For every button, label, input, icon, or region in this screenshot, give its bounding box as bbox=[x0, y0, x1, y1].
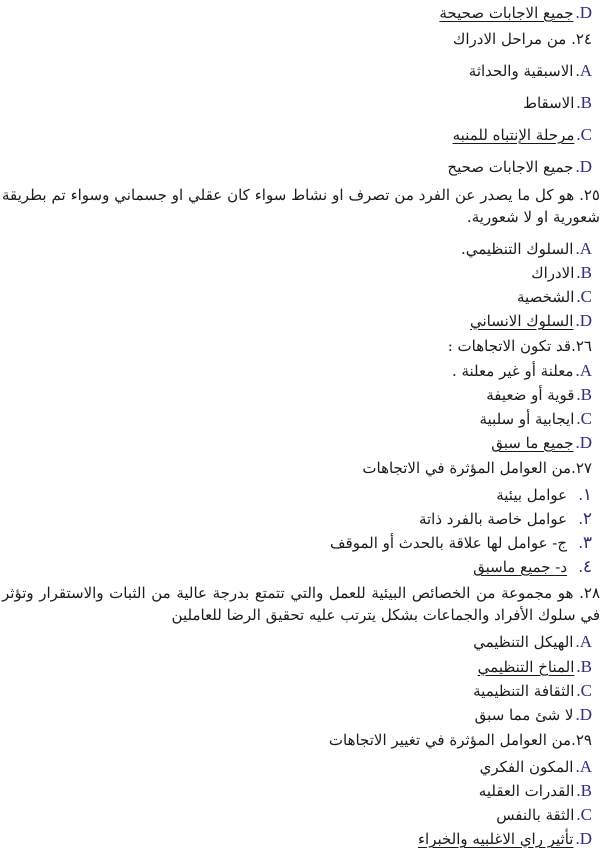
q24-option-b bbox=[523, 93, 592, 113]
q25-option-a bbox=[461, 239, 592, 259]
option-label: D. bbox=[575, 3, 592, 22]
option-text: الادراك bbox=[531, 264, 575, 282]
option-label: B. bbox=[576, 385, 592, 404]
q26-option-a bbox=[452, 361, 592, 381]
option-label: ١. bbox=[578, 485, 592, 504]
option-text: الهيكل التنظيمي bbox=[473, 633, 574, 651]
question-text: قد تكون الاتجاهات : bbox=[447, 337, 572, 355]
question-28 bbox=[2, 582, 600, 626]
question-24 bbox=[453, 29, 592, 49]
option-text: القدرات العقليه bbox=[478, 782, 575, 800]
option-text: جميع الاجابات صحيحة bbox=[439, 4, 574, 22]
question-text: هو كل ما يصدر عن الفرد من تصرف او نشاط سواء كان عقلي او جسماني وسواء تم بطريقة شعورية او لا شعورية. bbox=[2, 186, 600, 226]
option-label: B. bbox=[576, 781, 592, 800]
q24-option-d bbox=[447, 157, 592, 177]
q25-option-b bbox=[531, 263, 592, 283]
q26-option-b bbox=[486, 385, 592, 405]
question-text: من العوامل المؤثرة في الاتجاهات bbox=[362, 459, 572, 477]
option-label: A. bbox=[575, 239, 592, 258]
q24-option-a bbox=[469, 61, 592, 81]
question-number: ٢٤. bbox=[571, 30, 592, 48]
option-label: B. bbox=[576, 657, 592, 676]
option-label: C. bbox=[576, 409, 592, 428]
option-label: A. bbox=[575, 361, 592, 380]
q27-option-2 bbox=[419, 509, 592, 529]
option-label: B. bbox=[576, 93, 592, 112]
option-text: الاسبقية والحداثة bbox=[468, 62, 574, 80]
option-label: D. bbox=[575, 829, 592, 848]
question-text: من العوامل المؤثرة في تغيير الاتجاهات bbox=[328, 731, 572, 749]
q26-option-d bbox=[491, 433, 592, 453]
option-label: A. bbox=[575, 632, 592, 651]
option-text: الشخصية bbox=[517, 288, 575, 306]
question-29 bbox=[329, 730, 592, 750]
option-label: C. bbox=[576, 125, 592, 144]
option-label: D. bbox=[575, 433, 592, 452]
q27-option-1 bbox=[496, 485, 592, 505]
option-label: B. bbox=[576, 263, 592, 282]
option-text: ج- عوامل لها علاقة بالحدث أو الموقف bbox=[330, 534, 568, 552]
option-label: C. bbox=[576, 681, 592, 700]
q25-option-c bbox=[517, 287, 592, 307]
question-number: ٢٧. bbox=[571, 459, 592, 477]
q26-option-c bbox=[479, 409, 592, 429]
option-text: لا شئ مما سبق bbox=[474, 706, 574, 724]
q28-option-c bbox=[473, 681, 592, 701]
question-25 bbox=[2, 184, 600, 228]
q27-option-4 bbox=[473, 557, 592, 577]
option-text: السلوك الانساني bbox=[469, 312, 574, 330]
option-text: عوامل خاصة بالفرد ذاتة bbox=[418, 510, 568, 528]
question-number: ٢٩. bbox=[571, 731, 592, 749]
question-27 bbox=[362, 458, 592, 478]
option-text: الثقافة التنظيمية bbox=[473, 682, 575, 700]
option-text: ايجابية أو سلبية bbox=[479, 410, 575, 428]
q24-option-c bbox=[453, 125, 592, 145]
option-label: A. bbox=[575, 61, 592, 80]
question-text: من مراحل الادراك bbox=[453, 30, 567, 48]
option-label: D. bbox=[575, 157, 592, 176]
option-text: المكون الفكري bbox=[479, 758, 574, 776]
option-text: تأثير راي الاغلبيه والخبراء bbox=[417, 830, 574, 848]
option-text: مرحلة الإنتباه للمنبه bbox=[452, 126, 575, 144]
option-text: الاسقاط bbox=[523, 94, 575, 112]
option-text: معلنة أو غير معلنة . bbox=[451, 362, 574, 380]
option-text: جميع الاجابات صحيح bbox=[447, 158, 574, 176]
option-label: A. bbox=[575, 757, 592, 776]
question-number: ٢٨. bbox=[579, 584, 601, 602]
option-label: ٤. bbox=[578, 557, 592, 576]
q29-option-b bbox=[479, 781, 592, 801]
option-label: D. bbox=[575, 311, 592, 330]
q29-option-c bbox=[496, 805, 592, 825]
q25-option-d bbox=[470, 311, 592, 331]
option-text: الثقة بالنفس bbox=[496, 806, 575, 824]
option-label: C. bbox=[576, 805, 592, 824]
q29-option-d bbox=[418, 829, 592, 849]
question-text: هو مجموعة من الخصائص البيئية للعمل والتي تتمتع بدرجة عالية من الثبات والاستقرار وتؤثر في سلوك الأفراد والجماعات بشكل يترتب عليه تحقيق الرضا للعاملين bbox=[2, 584, 600, 624]
option-text: جميع ما سبق bbox=[491, 434, 574, 452]
option-label: ٢. bbox=[578, 509, 592, 528]
option-text: د- جميع ماسبق bbox=[473, 558, 568, 576]
q23-option-d bbox=[439, 3, 592, 23]
question-number: ٢٥. bbox=[579, 186, 600, 204]
q27-option-3 bbox=[330, 533, 592, 553]
option-text: السلوك التنظيمي. bbox=[460, 240, 574, 258]
option-label: ٣. bbox=[578, 533, 592, 552]
option-label: D. bbox=[575, 705, 592, 724]
q28-option-d bbox=[475, 705, 592, 725]
option-text: قوية أو ضعيفة bbox=[486, 386, 575, 404]
q29-option-a bbox=[480, 757, 592, 777]
option-text: عوامل بيئية bbox=[496, 486, 568, 504]
option-text: المناخ التنظيمي bbox=[477, 658, 575, 676]
q28-option-a bbox=[473, 632, 592, 652]
option-label: C. bbox=[576, 287, 592, 306]
q28-option-b bbox=[478, 657, 592, 677]
question-number: ٢٦. bbox=[571, 337, 592, 355]
question-26 bbox=[448, 336, 592, 356]
